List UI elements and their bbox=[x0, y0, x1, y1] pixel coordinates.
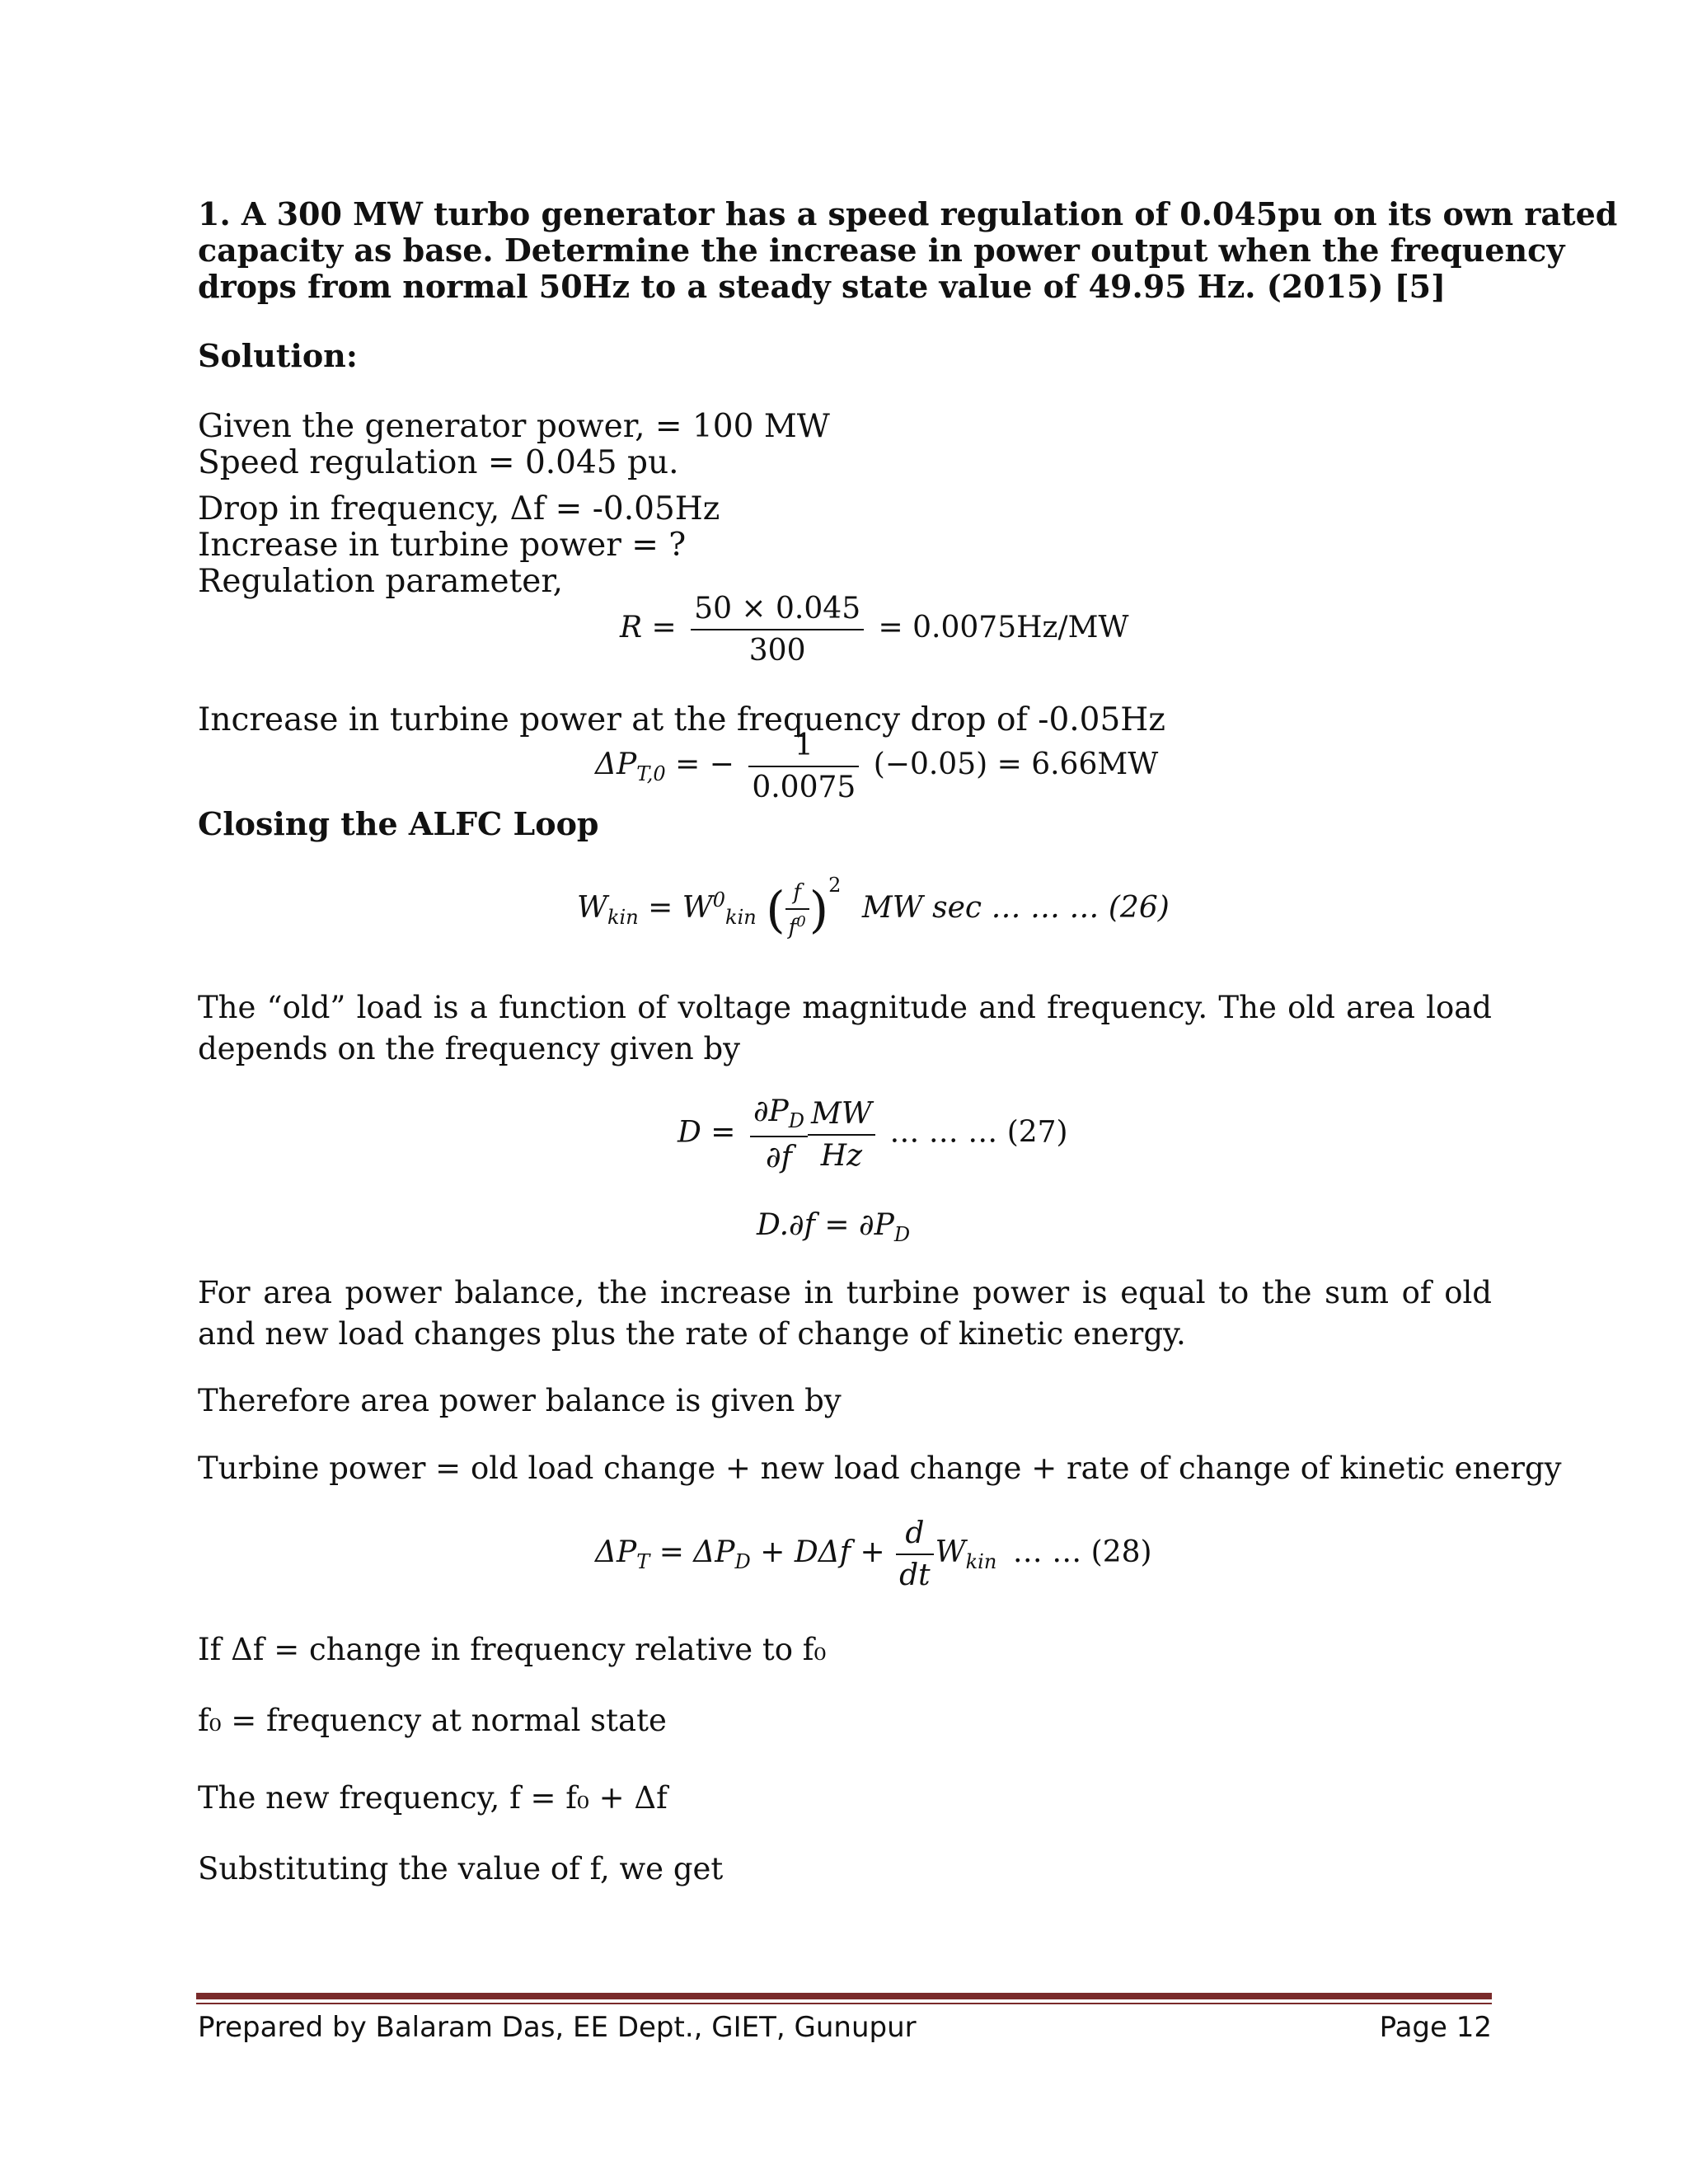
eq-dP-lhs-base: ΔP bbox=[595, 748, 637, 781]
eq28-wkin bbox=[935, 1535, 997, 1574]
eq-dP-rhs: (−0.05) = 6.66MW bbox=[873, 748, 1159, 781]
given-freq-drop: Drop in frequency, Δf = -0.05Hz bbox=[198, 490, 720, 527]
given-regulation-param: Regulation parameter, bbox=[198, 563, 564, 600]
eq26-w0 bbox=[648, 888, 757, 930]
equation-26 bbox=[577, 874, 1170, 940]
eq-dP-lhs-sub: T,0 bbox=[636, 762, 666, 786]
eq-dP-equals: = − bbox=[675, 748, 734, 781]
eq28-p4-sub: kin bbox=[965, 1550, 997, 1574]
eq-R-rhs: = 0.0075Hz/MW bbox=[878, 611, 1129, 644]
equation-R bbox=[620, 592, 1128, 668]
eq28-den: dt bbox=[899, 1558, 931, 1592]
eq26-frac-num: f bbox=[785, 880, 809, 910]
eq27-den2: Hz bbox=[820, 1138, 863, 1173]
turbine-power-text: Turbine power = old load change + new load change + rate of change of kinetic energy bbox=[198, 1451, 1562, 1486]
eq-R-denominator: 300 bbox=[748, 634, 806, 668]
eq26-lhs-base: W bbox=[577, 891, 608, 926]
f0-definition-text: f₀ = frequency at normal state bbox=[198, 1703, 667, 1738]
eq-R-fraction bbox=[691, 592, 864, 668]
eq27-num1-base: ∂P bbox=[753, 1094, 789, 1128]
eq27-tail: … … … (27) bbox=[889, 1115, 1068, 1150]
new-frequency-text: The new frequency, f = f₀ + Δf bbox=[198, 1780, 668, 1816]
eq28-p1-sub: T bbox=[636, 1550, 650, 1574]
eq-dP-lhs bbox=[595, 748, 666, 786]
given-turbine-power: Increase in turbine power = ? bbox=[198, 527, 687, 564]
given-power: Given the generator power, = 100 MW bbox=[198, 408, 830, 445]
eq27-fraction-1 bbox=[750, 1094, 808, 1174]
eq27-fraction-2 bbox=[808, 1097, 875, 1173]
problem-line-1: 1. A 300 MW turbo generator has a speed regulation of 0.045pu on its own rated bbox=[198, 195, 1618, 232]
eq26-equals: = W bbox=[648, 891, 713, 926]
eq28-p1: ΔP bbox=[595, 1535, 637, 1569]
eq28-lhs bbox=[595, 1535, 650, 1574]
eq26-frac-den bbox=[785, 910, 809, 940]
footer-rule-thick bbox=[196, 1993, 1492, 1999]
eq26-lhs bbox=[577, 891, 639, 930]
footer-rule-thin bbox=[196, 2003, 1492, 2004]
eq28-p4: W bbox=[935, 1535, 966, 1569]
eq-dP-numerator: 1 bbox=[748, 729, 859, 767]
eq26-paren-close: ) bbox=[809, 881, 829, 940]
eq28-tail: … … (28) bbox=[1012, 1535, 1152, 1569]
eq-R-numerator: 50 × 0.045 bbox=[691, 592, 864, 630]
eq26-frac-den-sup: 0 bbox=[796, 913, 806, 930]
eq-D-sub: D bbox=[893, 1223, 911, 1247]
eq26-frac-den-base: f bbox=[788, 915, 797, 940]
eq28-fraction bbox=[896, 1516, 934, 1592]
eq27-num2: MW bbox=[808, 1097, 875, 1136]
eq28-p2-sub: D bbox=[734, 1550, 751, 1574]
eq28-pd bbox=[659, 1535, 751, 1574]
equation-27 bbox=[678, 1094, 1068, 1174]
paragraph-balance: For area power balance, the increase in turbine power is equal to the sum of old and new load changes plus the rate of change of kinetic energy. bbox=[198, 1275, 1492, 1352]
increase-text: Increase in turbine power at the frequency drop of -0.05Hz bbox=[198, 701, 1165, 738]
eq26-lhs-sub: kin bbox=[607, 906, 639, 930]
eq-D-text: D.∂f = ∂P bbox=[757, 1208, 894, 1242]
eq26-sup0: 0 bbox=[712, 888, 726, 912]
eq-R-lhs: R = bbox=[620, 611, 677, 644]
footer-author: Prepared by Balaram Das, EE Dept., GIET, Gunupur bbox=[198, 2011, 917, 2044]
paragraph-old-load: The “old” load is a function of voltage magnitude and frequency. The old area load depends on the frequency given by bbox=[198, 990, 1492, 1066]
solution-heading: Solution: bbox=[198, 337, 358, 374]
equation-delta-P bbox=[595, 729, 1158, 804]
eq-dP-fraction bbox=[748, 729, 859, 804]
eq28-num: d bbox=[896, 1516, 934, 1555]
footer-page-number: Page 12 bbox=[1379, 2011, 1492, 2044]
eq28-ddf: + DΔf + bbox=[760, 1535, 885, 1569]
eq-dP-denominator: 0.0075 bbox=[752, 771, 856, 804]
equation-D-df bbox=[757, 1208, 910, 1246]
eq26-sub-kin: kin bbox=[725, 906, 757, 930]
therefore-text: Therefore area power balance is given by bbox=[198, 1383, 842, 1418]
eq27-den1: ∂f bbox=[766, 1141, 792, 1175]
eq28-p2: = ΔP bbox=[659, 1535, 735, 1569]
closing-heading: Closing the ALFC Loop bbox=[198, 805, 599, 842]
given-regulation: Speed regulation = 0.045 pu. bbox=[198, 444, 679, 481]
eq27-num1 bbox=[750, 1094, 808, 1137]
eq26-fraction bbox=[785, 880, 809, 940]
eq26-tail: MW sec … … … (26) bbox=[861, 891, 1170, 926]
equation-28 bbox=[595, 1516, 1152, 1592]
problem-line-2: capacity as base. Determine the increase in power output when the frequency bbox=[198, 232, 1565, 269]
eq26-power: 2 bbox=[828, 874, 842, 898]
if-delta-f-text: If Δf = change in frequency relative to f₀ bbox=[198, 1632, 827, 1667]
problem-line-3: drops from normal 50Hz to a steady state value of 49.95 Hz. (2015) [5] bbox=[198, 268, 1447, 305]
eq26-paren-open: ( bbox=[766, 881, 785, 940]
eq27-num1-sub: D bbox=[788, 1109, 805, 1133]
eq27-lhs: D = bbox=[678, 1115, 736, 1150]
substituting-text: Substituting the value of f, we get bbox=[198, 1851, 724, 1886]
